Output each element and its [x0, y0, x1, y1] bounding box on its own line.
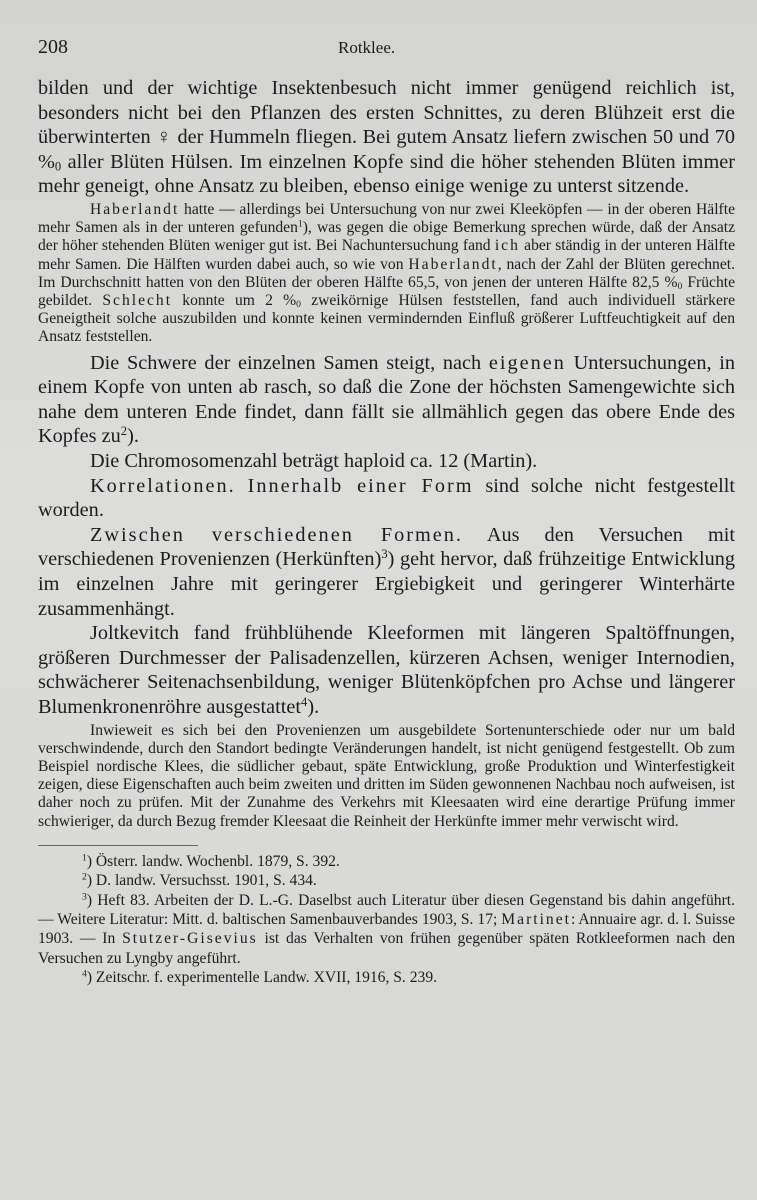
- footnote-mark: 1: [82, 852, 87, 864]
- footnote-4: [38, 968, 735, 987]
- emphasis-ich: ich: [494, 237, 520, 255]
- smallprint-haberlandt: [38, 201, 735, 347]
- footnote-mark: 2: [82, 871, 87, 883]
- paragraph-text: bilden und der wichtige Insektenbesuch nicht immer genügend reichlich ist, besonders nicht bei den Pflanzen des ersten Schnittes, zu deren Blühzeit erst die überwinterten ♀ der Hummeln fliegen. Bei gutem Ansatz liefern zwischen 50 und 70 %: [38, 77, 735, 173]
- footnote-divider: [38, 845, 198, 846]
- footnote-3: [38, 891, 735, 969]
- footnote-ref-2: 2: [120, 424, 128, 439]
- footnote-ref-4: 4: [301, 694, 308, 709]
- author-name: Schlecht: [102, 291, 173, 309]
- author-name: Martin: [470, 449, 526, 472]
- footnote-text: ist das Verhalten von frühen gegenüber späten Rotkleeformen nach den Versuchen zu Lyngby angeführt.: [38, 930, 735, 967]
- footnote-ref-3: 3: [381, 547, 388, 562]
- text-run: fand frühblühende Kleeformen mit längeren Spaltöffnungen, größeren Durchmesser der Palisadenzellen, kürzeren Achsen, weniger Internodien, schwächerer Seitenachsenbildung, weniger Blütenköpfchen pro Achse und längerer Blumenkronenröhre ausgestattet: [38, 622, 735, 718]
- footnote-text: ) Heft 83. Arbeiten der D. L.-G. Daselbst auch Literatur über diesen Gegenstand bis dahin angeführt. — Weitere Literatur: Mitt. d. baltischen Samenbauverbandes 1903, S. 17;: [38, 891, 735, 928]
- footnote-text: ) D. landw. Versuchsst. 1901, S. 434.: [86, 872, 317, 890]
- footnote-mark: 3: [82, 891, 87, 903]
- paragraph-ansatz: [38, 76, 735, 199]
- text-run: ).: [307, 695, 320, 718]
- emphasis-formen: Zwischen verschiedenen Formen.: [90, 523, 463, 546]
- text-run: Früchte gebildet.: [38, 273, 735, 309]
- smallprint-provenienzen: Inwieweit es sich bei den Provenienzen um ausgebildete Sortenunterschiede oder nur um bald verschwindende, durch den Standort bedingte Veränderungen handelt, ist nicht genügend festgestellt. Ob zum Beispiel nordische Klees, die südlicher gebaut, späte Entwicklung, große Produktion und Winterfestigkeit zeigen, diese Eigenschaften auch beim zweiten und dritten im Süden gewonnenen Nachbau noch aufweisen, ist daher noch zu prüfen. Mit der Zunahme des Verkehrs mit Kleesaaten wird eine derartige Prüfung immer schwieriger, da durch Bezug fremder Kleesaat die Reinheit der Herkünfte immer mehr verwischt wird.: [38, 721, 735, 830]
- paragraph-chromosomen: [38, 449, 735, 474]
- text-run: sind solche nicht festgestellt worden.: [38, 474, 735, 522]
- text-run: Die Schwere der einzelnen Samen steigt, nach: [90, 351, 489, 374]
- author-name: Martinet: [501, 910, 571, 928]
- text-run: ), was gegen die obige Bemerkung sprechen würde, daß der Ansatz der höher stehenden Blüten weniger gut ist. Bei Nachuntersuchung fand: [38, 219, 735, 255]
- text-run: zweikörnige Hülsen feststellen, fand auch individuell stärkere Geneigtheit solche auszubilden und konnte keinen vermindernden Einfluß größerer Luftfeuchtigkeit auf den Ansatz feststellen.: [38, 291, 735, 346]
- text-run: hatte — allerdings bei Untersuchung von nur zwei Kleeköpfen — in der oberen Hälfte mehr Samen als in der unteren gefunden: [38, 200, 735, 237]
- section-heading: Korrelationen.: [90, 474, 236, 497]
- paragraph-korrelationen: [38, 474, 735, 523]
- text-run: Die Chromosomenzahl beträgt haploid ca. 12 (: [90, 449, 471, 472]
- permille-sub: 0: [54, 159, 62, 174]
- text-run: , nach der Zahl der Blüten gerechnet. Im Durchschnitt hatten von den Blüten der oberen Hälfte 65,5, von jenen der unteren Hälfte 82,5 %: [38, 255, 735, 291]
- emphasis-eigenen: eigenen: [488, 351, 566, 374]
- footnote-1: [38, 852, 735, 871]
- author-name: Haberlandt: [408, 255, 498, 273]
- permille-sub: 0: [296, 298, 301, 310]
- paragraph-text: aller Blüten Hülsen. Im einzelnen Kopfe sind die höher stehenden Blüten immer mehr geneigt, ohne Ansatz zu bleiben, ebenso einige wenige zu unterst sitzende.: [38, 150, 735, 198]
- emphasis-form: Innerhalb einer Form: [247, 474, 474, 497]
- footnote-text: ) Zeitschr. f. experimentelle Landw. XVII, 1916, S. 239.: [86, 969, 438, 987]
- text-run: Untersuchungen, in einem Kopfe von unten ab rasch, so daß die Zone der höchsten Samengewichte sich nahe dem unteren Ende findet, dann fällt sie allmählich gegen das obere Ende des Kopfes zu: [38, 351, 735, 448]
- paragraph-joltkevitch: [38, 621, 735, 719]
- footnote-text: ) Österr. landw. Wochenbl. 1879, S. 392.: [86, 852, 340, 870]
- text-run: konnte um 2 %: [172, 291, 297, 309]
- footnote-2: [38, 871, 735, 890]
- text-run: ).: [127, 425, 139, 448]
- author-name: Haberlandt: [90, 200, 180, 218]
- page-number: 208: [38, 36, 68, 58]
- paragraph-samenschwere: [38, 351, 735, 449]
- running-title: Rotklee.: [338, 38, 396, 57]
- author-name: Stutzer-Gisevius: [122, 930, 258, 948]
- text-run: ) geht hervor, daß frühzeitige Entwicklung im einzelnen Jahre mit geringerer Ergiebigkeit und geringerer Winterhärte zusammenhängt.: [38, 548, 736, 620]
- permille-sub: 0: [677, 280, 683, 292]
- text-run: ).: [525, 449, 538, 472]
- footnote-mark: 4: [82, 968, 87, 980]
- footnote-ref-1: 1: [297, 218, 303, 230]
- footnote-text: : Annuaire agr. d. l. Suisse 1903. — In: [38, 910, 735, 948]
- text-run: aber ständig in der unteren Hälfte mehr Samen. Die Hälften wurden dabei auch, so wie von: [38, 237, 735, 273]
- text-run: Aus den Versuchen mit verschiedenen Provenienzen (Herkünften): [38, 523, 735, 571]
- paragraph-formen: [38, 523, 735, 621]
- author-name: Joltkevitch: [90, 622, 179, 645]
- page-header: [38, 36, 735, 76]
